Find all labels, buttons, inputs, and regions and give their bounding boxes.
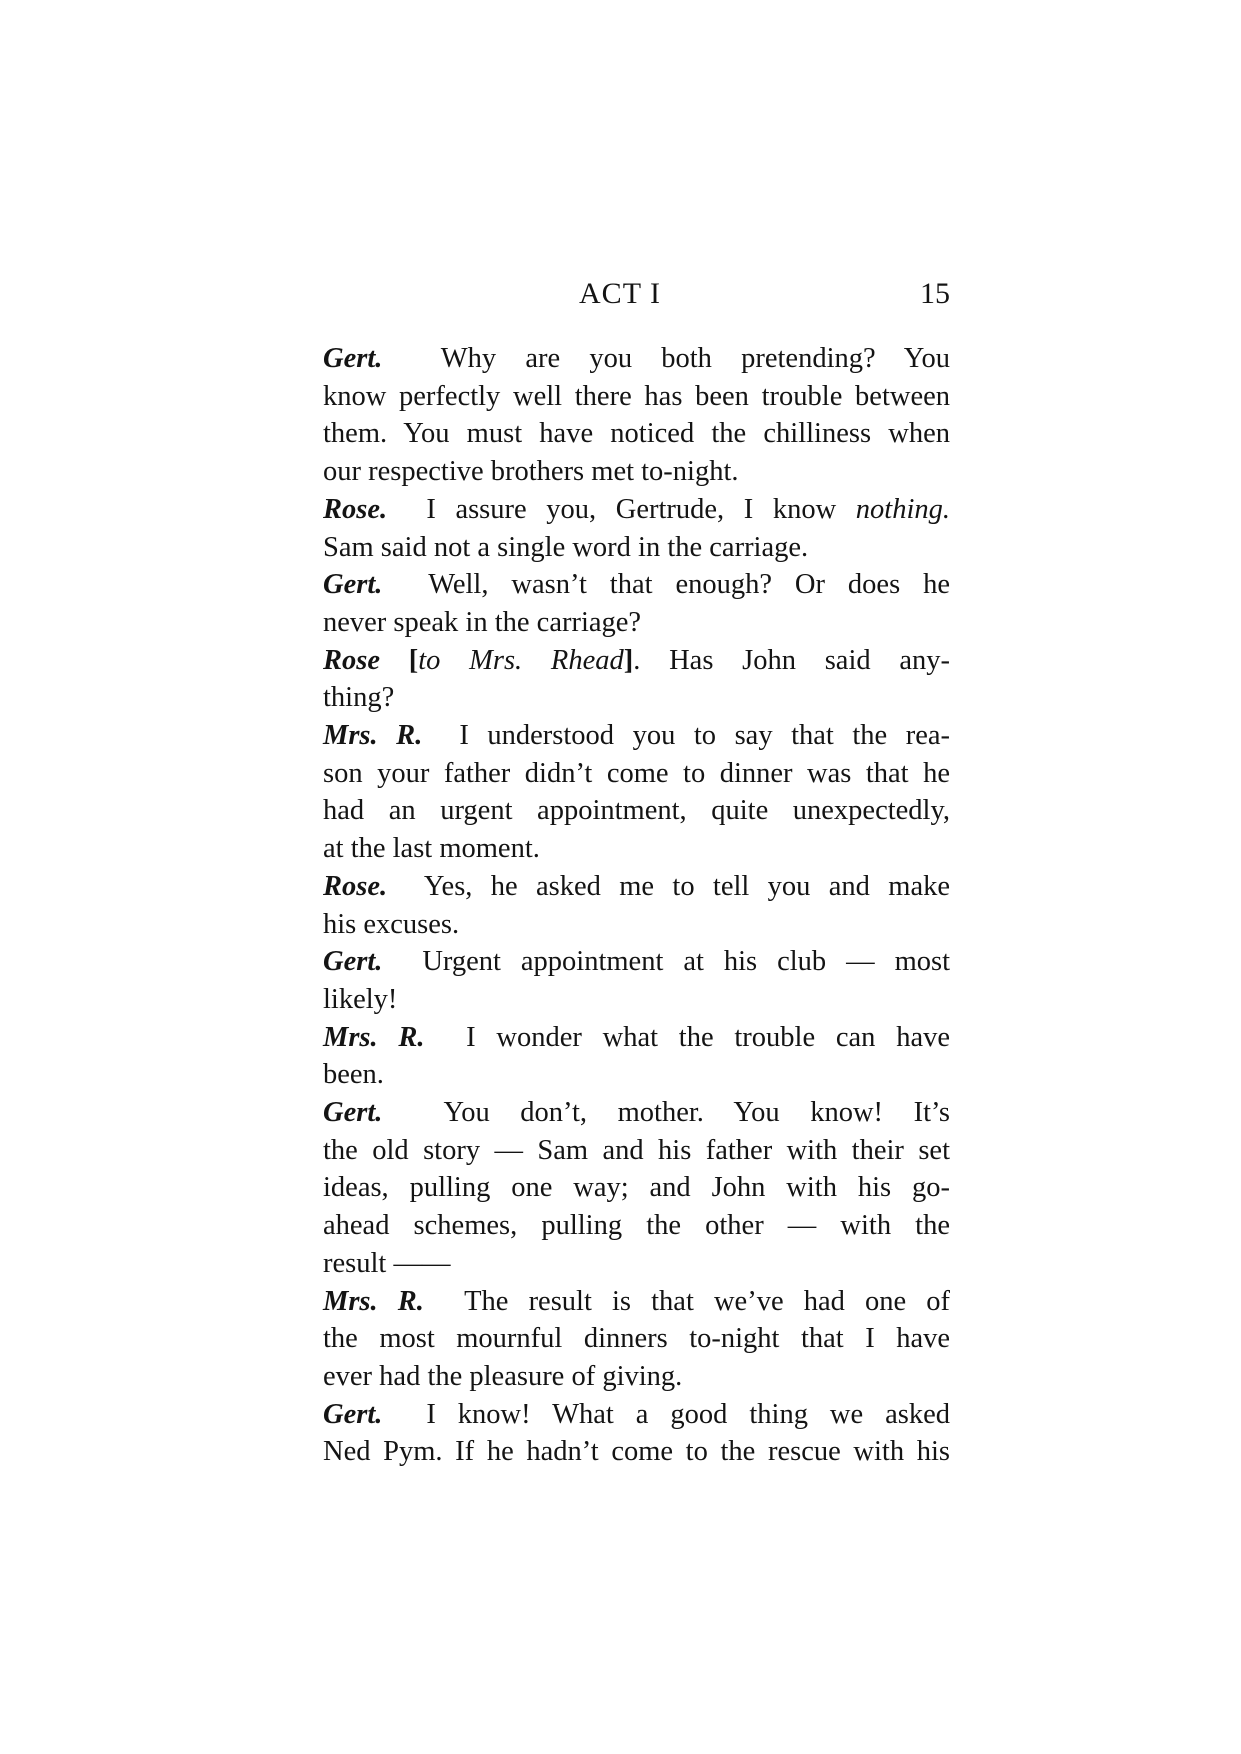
speech-line: son your father didn’t come to dinner was that he: [323, 757, 950, 789]
speech-line: the old story — Sam and his father with their set: [323, 1134, 950, 1166]
emphasized-word: nothing.: [855, 493, 951, 525]
speech-line: ahead schemes, pulling the other — with the: [323, 1210, 950, 1242]
speech-line: know perfectly well there has been trouble between: [323, 380, 950, 412]
speech-line: them. You must have noticed the chilliness when: [323, 418, 950, 450]
speech-line: Sam said not a single word in the carriage.: [323, 531, 809, 563]
speech-line: ever had the pleasure of giving.: [323, 1360, 683, 1392]
speech-line: ideas, pulling one way; and John with his go-: [323, 1172, 950, 1204]
play-text: [290, 340, 950, 1471]
speech: Rose [to Mrs. Rhead]. Has John said any- thing?: [290, 642, 950, 717]
speaker-label: Rose: [323, 644, 380, 676]
speech: [290, 1283, 950, 1396]
speech-line: Ned Pym. If he hadn’t come to the rescue with his: [323, 1436, 950, 1468]
speech-line: never speak in the carriage?: [323, 606, 642, 638]
stage-direction: to Mrs. Rhead: [418, 644, 624, 676]
speech-line: his excuses.: [323, 908, 460, 940]
speech-line: had an urgent appointment, quite unexpectedly,: [323, 795, 950, 827]
speech: [290, 1396, 950, 1471]
speech-line: You don’t, mother. You know! It’s: [443, 1097, 950, 1129]
speech-line: Urgent appointment at his club — most: [422, 946, 951, 978]
speech-line: I understood you to say that the rea-: [459, 720, 950, 752]
act-heading: ACT I: [579, 277, 661, 310]
speaker-label: Mrs. R.: [323, 1285, 424, 1317]
speech: [290, 1019, 950, 1094]
speech-line: Yes, he asked me to tell you and make: [423, 870, 950, 902]
running-head: [290, 274, 950, 314]
speech-line: The result is that we’ve had one of: [464, 1285, 950, 1317]
speaker-label: Gert.: [323, 343, 383, 374]
speech: [290, 1094, 950, 1283]
speaker-label: Gert.: [323, 1398, 383, 1430]
speaker-label: Gert.: [323, 569, 383, 601]
speech: [290, 340, 950, 491]
speech-line: thing?: [323, 682, 395, 714]
speech-line: Why are you both pretending? You: [440, 343, 950, 374]
speech-text: . Has John said any-: [633, 644, 951, 676]
speaker-label: Gert.: [323, 1097, 383, 1129]
speaker-label: Rose.: [323, 870, 388, 902]
speaker-label: Gert.: [323, 946, 383, 978]
speaker-label: Mrs. R.: [323, 1021, 425, 1053]
speech-line: result ——: [323, 1247, 451, 1279]
speech: [290, 943, 950, 1018]
speech: [290, 717, 950, 868]
speech-line: Well, wasn’t that enough? Or does he: [428, 569, 950, 601]
page-number: 15: [920, 277, 950, 310]
speech: [290, 566, 950, 641]
speech-line: I know! What a good thing we asked: [426, 1398, 951, 1430]
speaker-label: Mrs. R.: [323, 720, 423, 752]
speech-line: at the last moment.: [323, 833, 540, 865]
speaker-label: Rose.: [323, 493, 388, 525]
speech: [290, 868, 950, 943]
speech-text: I assure you, Gertrude, I know: [426, 493, 837, 525]
speech-line: been.: [323, 1059, 384, 1091]
speech-line: likely!: [323, 983, 398, 1015]
speech-line: I wonder what the trouble can have: [466, 1021, 950, 1053]
speech: [290, 491, 950, 566]
speech-line: the most mournful dinners to-night that I have: [323, 1323, 950, 1355]
speech-line: our respective brothers met to-night.: [323, 456, 739, 488]
